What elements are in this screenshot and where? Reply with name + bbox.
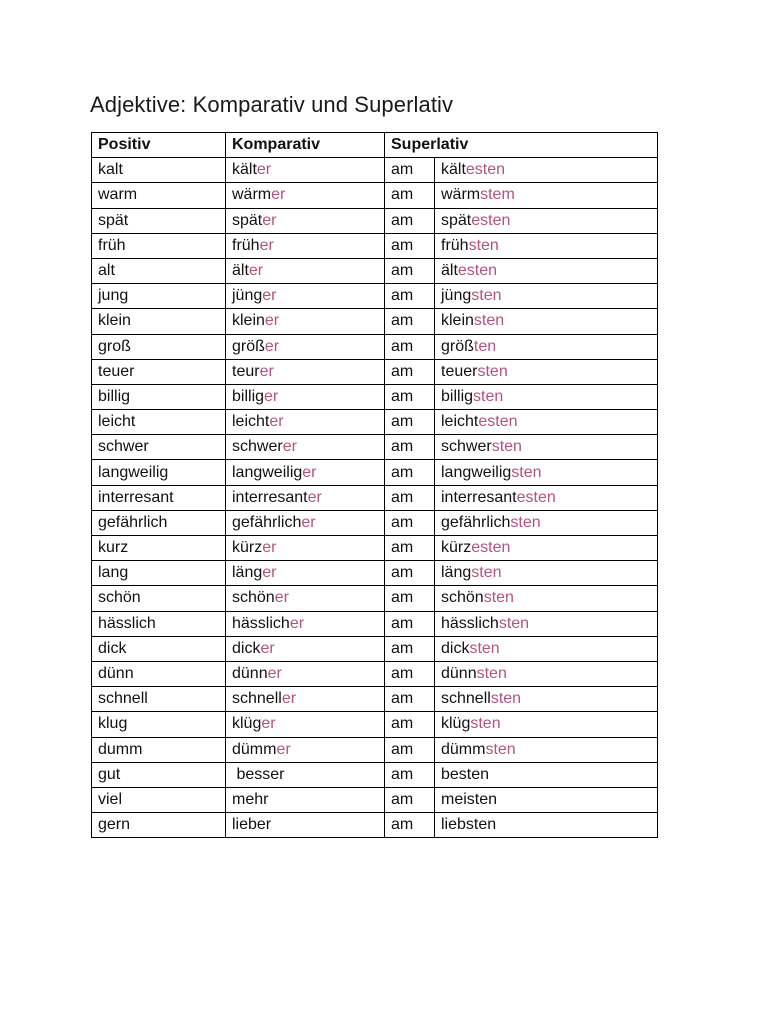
positiv-cell: langweilig [92, 460, 226, 485]
komparativ-ending: er [262, 539, 277, 557]
am-cell: am [385, 284, 435, 309]
table-row [92, 359, 658, 384]
komparativ-stem: wärm [232, 186, 272, 204]
komparativ-ending: er [264, 387, 279, 405]
table-row [92, 460, 658, 485]
komparativ-cell [226, 485, 385, 510]
am-cell: am [385, 586, 435, 611]
komparativ-cell [226, 258, 385, 283]
superlativ-cell [435, 712, 658, 737]
superlativ-cell [435, 309, 658, 334]
table-row [92, 435, 658, 460]
superlativ-stem: dünn [441, 665, 477, 683]
komparativ-cell [226, 787, 385, 812]
am-cell: am [385, 334, 435, 359]
table-row [92, 384, 658, 409]
table-row [92, 309, 658, 334]
am-cell: am [385, 309, 435, 334]
komparativ-cell [226, 284, 385, 309]
superlativ-ending: esten [471, 539, 511, 557]
superlativ-cell [435, 233, 658, 258]
superlativ-cell [435, 611, 658, 636]
positiv-cell: schnell [92, 687, 226, 712]
am-cell: am [385, 762, 435, 787]
komparativ-stem: hässlich [232, 614, 290, 632]
superlativ-stem: klein [441, 312, 474, 330]
am-cell: am [385, 208, 435, 233]
table-row [92, 787, 658, 812]
positiv-cell: teuer [92, 359, 226, 384]
komparativ-cell [226, 712, 385, 737]
komparativ-cell [226, 183, 385, 208]
positiv-cell: kurz [92, 536, 226, 561]
komparativ-ending: er [264, 312, 280, 330]
komparativ-stem: klüg [232, 715, 262, 733]
table-row [92, 586, 658, 611]
komparativ-cell [226, 460, 385, 485]
komparativ-cell [226, 813, 385, 838]
komparativ-cell [226, 410, 385, 435]
superlativ-stem: billig [441, 387, 474, 405]
komparativ-ending: er [281, 690, 297, 708]
superlativ-ending: esten [516, 488, 556, 506]
komparativ-ending: er [256, 161, 272, 179]
komparativ-cell [226, 359, 385, 384]
komparativ-stem: dick [232, 639, 261, 657]
table-row [92, 536, 658, 561]
superlativ-stem: langweilig [441, 463, 512, 481]
am-cell: am [385, 359, 435, 384]
komparativ-cell [226, 384, 385, 409]
komparativ-ending: er [259, 362, 274, 380]
komparativ-ending: er [282, 438, 297, 456]
positiv-cell: kalt [92, 158, 226, 183]
superlativ-stem: gefährlich [441, 513, 511, 531]
table-row [92, 334, 658, 359]
komparativ-stem: läng [232, 564, 263, 582]
komparativ-stem: früh [232, 236, 260, 254]
positiv-cell: hässlich [92, 611, 226, 636]
superlativ-cell [435, 762, 658, 787]
superlativ-stem: schnell [441, 690, 491, 708]
komparativ-ending: er [269, 413, 284, 431]
table-row [92, 284, 658, 309]
superlativ-cell [435, 510, 658, 535]
komparativ-stem: lieber [232, 816, 272, 834]
komparativ-cell [226, 233, 385, 258]
komparativ-ending: er [262, 211, 277, 229]
positiv-cell: leicht [92, 410, 226, 435]
komparativ-stem: größ [232, 337, 265, 355]
positiv-cell: klug [92, 712, 226, 737]
positiv-cell: alt [92, 258, 226, 283]
superlativ-cell [435, 813, 658, 838]
komparativ-stem: schwer [232, 438, 283, 456]
superlativ-stem: kürz [441, 539, 472, 557]
superlativ-cell [435, 787, 658, 812]
positiv-cell: spät [92, 208, 226, 233]
positiv-cell: gern [92, 813, 226, 838]
superlativ-stem: wärm [441, 186, 481, 204]
positiv-cell: interresant [92, 485, 226, 510]
table-header-row [92, 133, 658, 158]
positiv-cell: dumm [92, 737, 226, 762]
komparativ-cell [226, 636, 385, 661]
superlativ-cell [435, 485, 658, 510]
header-superlativ: Superlativ [385, 133, 658, 158]
superlativ-ending: sten [483, 589, 514, 607]
positiv-cell: klein [92, 309, 226, 334]
komparativ-stem: schön [232, 589, 275, 607]
komparativ-stem: dünn [232, 665, 268, 683]
am-cell: am [385, 485, 435, 510]
am-cell: am [385, 158, 435, 183]
am-cell: am [385, 183, 435, 208]
superlativ-stem: läng [441, 564, 472, 582]
superlativ-cell [435, 284, 658, 309]
komparativ-stem: teur [232, 362, 260, 380]
superlativ-cell [435, 208, 658, 233]
superlativ-stem: schwer [441, 438, 492, 456]
positiv-cell: viel [92, 787, 226, 812]
am-cell: am [385, 561, 435, 586]
positiv-cell: schwer [92, 435, 226, 460]
superlativ-ending: esten [465, 161, 506, 179]
superlativ-ending: sten [510, 513, 541, 531]
superlativ-stem: meisten [441, 790, 498, 808]
superlativ-ending: esten [478, 413, 518, 431]
superlativ-stem: klüg [441, 715, 471, 733]
table-row [92, 233, 658, 258]
superlativ-ending: esten [471, 211, 511, 229]
superlativ-cell [435, 359, 658, 384]
table-row [92, 561, 658, 586]
komparativ-cell [226, 208, 385, 233]
komparativ-stem: spät [232, 211, 263, 229]
positiv-cell: schön [92, 586, 226, 611]
komparativ-stem: billig [232, 387, 265, 405]
komparativ-ending: er [289, 614, 305, 632]
superlativ-ending: sten [469, 639, 500, 657]
am-cell: am [385, 410, 435, 435]
am-cell: am [385, 687, 435, 712]
table-row [92, 737, 658, 762]
superlativ-stem: schön [441, 589, 484, 607]
superlativ-stem: besten [441, 765, 490, 783]
table-row [92, 258, 658, 283]
superlativ-ending: sten [473, 387, 504, 405]
komparativ-ending: er [274, 589, 289, 607]
komparativ-ending: er [271, 186, 286, 204]
komparativ-cell [226, 510, 385, 535]
komparativ-cell [226, 158, 385, 183]
superlativ-cell [435, 334, 658, 359]
komparativ-stem: mehr [232, 790, 269, 808]
superlativ-cell [435, 536, 658, 561]
komparativ-ending: er [267, 665, 282, 683]
superlativ-ending: sten [468, 236, 499, 254]
positiv-cell: gut [92, 762, 226, 787]
komparativ-ending: er [301, 513, 316, 531]
positiv-cell: früh [92, 233, 226, 258]
superlativ-ending: sten [476, 665, 507, 683]
komparativ-ending: er [248, 262, 264, 280]
komparativ-stem: schnell [232, 690, 282, 708]
superlativ-cell [435, 460, 658, 485]
komparativ-ending: er [276, 740, 291, 758]
table-row [92, 636, 658, 661]
positiv-cell: billig [92, 384, 226, 409]
table-row [92, 485, 658, 510]
table-row [92, 762, 658, 787]
komparativ-cell [226, 687, 385, 712]
superlativ-stem: dümm [441, 740, 486, 758]
superlativ-stem: liebsten [441, 816, 497, 834]
superlativ-stem: früh [441, 236, 469, 254]
komparativ-ending: er [262, 564, 277, 582]
superlativ-stem: ält [441, 262, 458, 280]
table-row [92, 183, 658, 208]
adjective-table [91, 132, 658, 838]
table-body [92, 158, 658, 838]
komparativ-cell [226, 309, 385, 334]
am-cell: am [385, 510, 435, 535]
table-row [92, 611, 658, 636]
superlativ-stem: interresant [441, 488, 517, 506]
positiv-cell: gefährlich [92, 510, 226, 535]
komparativ-stem: gefährlich [232, 513, 302, 531]
am-cell: am [385, 258, 435, 283]
komparativ-cell [226, 435, 385, 460]
komparativ-stem: besser [232, 765, 285, 783]
komparativ-stem: jüng [232, 287, 263, 305]
table-row [92, 208, 658, 233]
komparativ-cell [226, 762, 385, 787]
komparativ-ending: er [259, 236, 274, 254]
komparativ-ending: er [302, 463, 317, 481]
superlativ-stem: leicht [441, 413, 479, 431]
superlativ-cell [435, 636, 658, 661]
komparativ-ending: er [262, 287, 277, 305]
positiv-cell: lang [92, 561, 226, 586]
superlativ-stem: kält [441, 161, 466, 179]
komparativ-cell [226, 536, 385, 561]
superlativ-ending: esten [457, 262, 498, 280]
komparativ-ending: er [307, 488, 322, 506]
superlativ-ending: sten [491, 438, 522, 456]
superlativ-cell [435, 435, 658, 460]
komparativ-cell [226, 737, 385, 762]
positiv-cell: jung [92, 284, 226, 309]
superlativ-stem: jüng [441, 287, 472, 305]
superlativ-cell [435, 561, 658, 586]
superlativ-cell [435, 258, 658, 283]
am-cell: am [385, 233, 435, 258]
komparativ-cell [226, 611, 385, 636]
superlativ-ending: sten [471, 287, 502, 305]
am-cell: am [385, 460, 435, 485]
am-cell: am [385, 536, 435, 561]
am-cell: am [385, 737, 435, 762]
superlativ-ending: sten [498, 614, 530, 632]
superlativ-stem: größ [441, 337, 474, 355]
superlativ-ending: sten [471, 564, 502, 582]
komparativ-stem: dümm [232, 740, 277, 758]
am-cell: am [385, 813, 435, 838]
page-title: Adjektive: Komparativ und Superlativ [90, 92, 454, 117]
superlativ-cell [435, 384, 658, 409]
superlativ-ending: stem [480, 186, 515, 204]
superlativ-cell [435, 158, 658, 183]
komparativ-stem: leicht [232, 413, 270, 431]
komparativ-stem: klein [232, 312, 265, 330]
komparativ-ending: er [264, 337, 280, 355]
komparativ-cell [226, 561, 385, 586]
komparativ-ending: er [261, 715, 276, 733]
komparativ-stem: kält [232, 161, 257, 179]
positiv-cell: dünn [92, 661, 226, 686]
superlativ-cell [435, 183, 658, 208]
am-cell: am [385, 712, 435, 737]
am-cell: am [385, 787, 435, 812]
table-row [92, 410, 658, 435]
superlativ-cell [435, 410, 658, 435]
superlativ-ending: sten [477, 362, 508, 380]
superlativ-cell [435, 687, 658, 712]
table-row [92, 687, 658, 712]
header-positiv: Positiv [92, 133, 226, 158]
komparativ-stem: ält [232, 262, 249, 280]
superlativ-stem: spät [441, 211, 472, 229]
komparativ-cell [226, 334, 385, 359]
superlativ-ending: sten [511, 463, 542, 481]
am-cell: am [385, 636, 435, 661]
komparativ-cell [226, 586, 385, 611]
komparativ-stem: langweilig [232, 463, 303, 481]
table-row [92, 510, 658, 535]
superlativ-cell [435, 737, 658, 762]
superlativ-ending: sten [473, 312, 505, 330]
komparativ-stem: interresant [232, 488, 308, 506]
superlativ-cell [435, 586, 658, 611]
superlativ-cell [435, 661, 658, 686]
positiv-cell: dick [92, 636, 226, 661]
am-cell: am [385, 384, 435, 409]
table-row [92, 158, 658, 183]
table-row [92, 712, 658, 737]
positiv-cell: warm [92, 183, 226, 208]
positiv-cell: groß [92, 334, 226, 359]
komparativ-cell [226, 661, 385, 686]
komparativ-stem: kürz [232, 539, 263, 557]
superlativ-stem: dick [441, 639, 470, 657]
table-row [92, 661, 658, 686]
komparativ-ending: er [260, 639, 275, 657]
superlativ-ending: sten [485, 740, 516, 758]
superlativ-stem: hässlich [441, 614, 499, 632]
am-cell: am [385, 611, 435, 636]
header-komparativ: Komparativ [226, 133, 385, 158]
table-row [92, 813, 658, 838]
superlativ-ending: sten [490, 690, 522, 708]
superlativ-ending: ten [473, 337, 497, 355]
superlativ-ending: sten [470, 715, 501, 733]
am-cell: am [385, 435, 435, 460]
am-cell: am [385, 661, 435, 686]
superlativ-stem: teuer [441, 362, 478, 380]
